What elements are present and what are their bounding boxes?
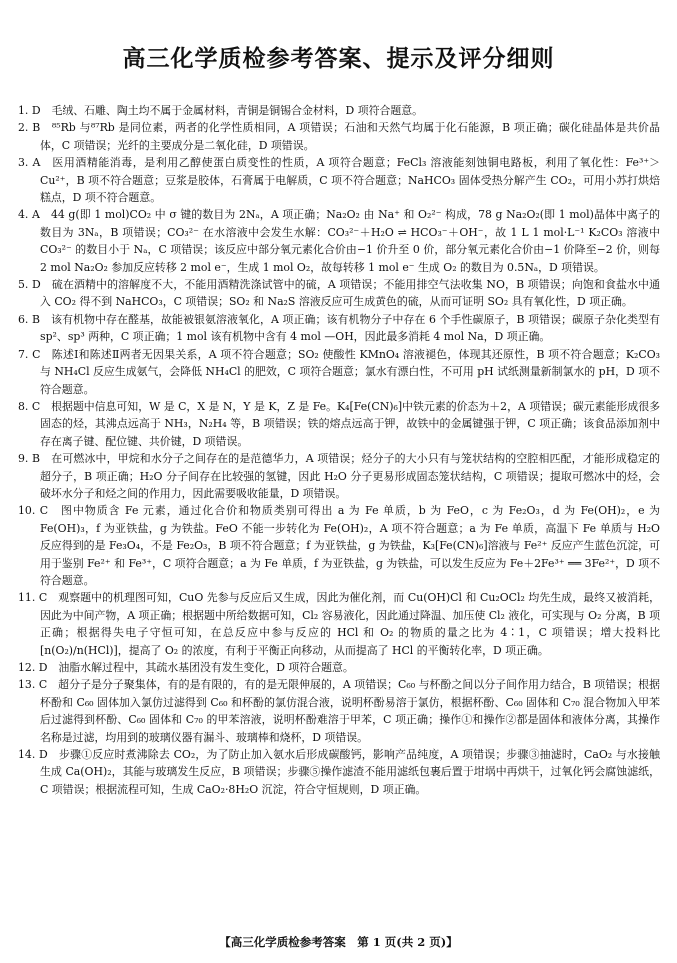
answer-item-10: 10. C 图中物质含 Fe 元素，通过化合价和物质类别可得出 a 为 Fe 单质，b 为 FeO，c 为 Fe₂O₃，d 为 Fe(OH)₂，e 为 Fe(OH)₃，f 为亚铁盐，g 为铁盐。FeO 不能一步转化为 Fe(OH)₂，A 项不符合题意；a 为 Fe 单质，高温下 Fe 单质与 H₂O 反应得到的是 Fe₃O₄，不是 Fe₂O₃，B 项不符合题意；f 为亚铁盐，g 为铁盐，K₃[Fe(CN)₆]溶液与 Fe²⁺ 反应产生蓝色沉淀，可用于鉴别 Fe²⁺ 和 Fe³⁺，C 项符合题意；a 为 Fe 单质，f 为亚铁盐，g 为铁盐，可以发生反应为 Fe＋2Fe³⁺ ══ 3Fe²⁺，D 项不符合题意。 bbox=[18, 504, 660, 587]
answer-item-3: 3. A 医用酒精能消毒，是利用乙醇使蛋白质变性的性质，A 项符合题意；FeCl₃ 溶液能刻蚀铜电路板，利用了氧化性：Fe³⁺＞Cu²⁺，B 项不符合题意；豆浆是胶体，石膏属于电解质，C 项不符合题意；NaHCO₃ 固体受热分解产生 CO₂，可用小苏打烘焙糕点，D 项不符合题意。 bbox=[18, 156, 660, 205]
answer-item-14: 14. D 步骤①反应时煮沸除去 CO₂，为了防止加入氨水后形成碳酸钙，影响产品纯度，A 项错误；步骤③抽滤时，CaO₂ 与水接触生成 Ca(OH)₂，其能与玻璃发生反应，B 项错误；步骤⑤操作滤渣不能用滤纸包裹后置于坩埚中再烘干，过氧化钙会腐蚀滤纸，C 项错误；根据流程可知，生成 CaO₂·8H₂O 沉淀，符合守恒规则，D 项正确。 bbox=[18, 748, 660, 796]
answer-item-12: 12. D 油脂水解过程中，其疏水基团没有发生变化，D 项符合题意。 bbox=[18, 661, 354, 674]
answer-item-5: 5. D 硫在酒精中的溶解度不大，不能用酒精洗涤试管中的硫，A 项错误；不能用排空气法收集 NO，B 项错误；向饱和食盐水中通入 CO₂ 得不到 NaHCO₃，C 项错误；SO₂ 和 Na₂S 溶液反应可生成黄色的硫，从而可证明 SO₂ 具有氧化性，D 项正确。 bbox=[18, 278, 660, 309]
answer-item-9: 9. B 在可燃冰中，甲烷和水分子之间存在的是范德华力，A 项错误；烃分子的大小只有与笼状结构的空腔相匹配，才能形成稳定的超分子，B 项正确；H₂O 分子间存在比较强的氢键，因此 H₂O 分子更易形成固态笼状结构，C 项错误；提取可燃冰中的烃，会破坏水分子和烃之间的作用力，因此需要吸收能量，D 项错误。 bbox=[18, 452, 660, 500]
answer-item-7: 7. C 陈述Ⅰ和陈述Ⅱ两者无因果关系，A 项不符合题意；SO₂ 使酸性 KMnO₄ 溶液褪色，体现其还原性，B 项不符合题意；K₂CO₃ 与 NH₄Cl 反应生成氨气，会降低 NH₄Cl 的肥效，C 项符合题意；氯水有漂白性，不可用 pH 试纸测量新制氯水的 pH，D 项不符合题意。 bbox=[18, 347, 660, 396]
page-footer: 【高三化学质检参考答案 第 1 页(共 2 页)】 bbox=[219, 935, 458, 949]
answer-item-4: 4. A 44 g(即 1 mol)CO₂ 中 σ 键的数目为 2Nₐ，A 项正确；Na₂O₂ 由 Na⁺ 和 O₂²⁻ 构成，78 g Na₂O₂(即 1 mol)晶体中离子的数目为 3Nₐ，B 项错误；CO₃²⁻ 在水溶液中会发生水解：CO₃²⁻＋H₂O ⇌ HCO₃⁻＋OH⁻，故 1 L 1 mol·L⁻¹ K₂CO₃ 溶液中 CO₃²⁻ 的数目小于 Nₐ，C 项错误；该反应中部分氧元素化合价由−1 价升至 0 价，部分氧元素化合价由−1 价降至−2 价，则每 2 mol Na₂O₂ 参加反应转移 2 mol e⁻，生成 1 mol O₂，故每转移 1 mol e⁻ 生成 O₂ 的数目为 0.5Nₐ，D 项错误。 bbox=[18, 208, 660, 274]
answer-item-11: 11. C 观察题中的机理图可知，CuO 先参与反应后又生成，因此为催化剂，而 Cu(OH)Cl 和 Cu₂OCl₂ 均先生成，最终又被消耗，因此为中间产物，A 项正确；根据题中所给数据可知，Cl₂ 容易液化，因此通过降温、加压使 Cl₂ 液化，可实现与 O₂ 分离，B 项正确；根据得失电子守恒可知，在总反应中参与反应的 HCl 和 O₂ 的物质的量之比为 4∶1，C 项错误；增大投料比 [n(O₂)/n(HCl)]，提高了 O₂ 的浓度，有利于平衡正向移动，从而提高了 HCl 的平衡转化率，D 项正确。 bbox=[18, 591, 660, 657]
answer-list bbox=[18, 102, 660, 798]
answer-item-1: 1. D 毛绒、石雕、陶土均不属于金属材料，青铜是铜锡合金材料，D 项符合题意。 bbox=[18, 104, 424, 117]
page-title: 高三化学质检参考答案、提示及评分细则 bbox=[122, 45, 555, 72]
answer-item-13: 13. C 超分子是分子聚集体，有的是有限的，有的是无限伸展的，A 项错误；C₆₀ 与杯酚之间以分子间作用力结合，B 项错误；根据杯酚和 C₆₀ 固体加入氯仿过滤得到 C₆₀ 和杯酚的氯仿混合液，说明杯酚易溶于氯仿，根据杯酚、C₆₀ 固体和 C₇₀ 混合物加入甲苯后过滤得到杯酚、C₆₀ 固体和 C₇₀ 的甲苯溶液，说明杯酚难溶于甲苯，C 项正确；操作①和操作②都是固体和液体分离，其操作名称是过滤，均用到的玻璃仪器有漏斗、玻璃棒和烧杯，D 项错误。 bbox=[18, 678, 660, 744]
answer-item-6: 6. B 该有机物中存在醛基，故能被银氨溶液氧化，A 项正确；该有机物分子中存在 6 个手性碳原子，B 项错误；碳原子杂化类型有 sp²、sp³ 两种，C 项正确；1 mol 该有机物中含有 4 mol —OH，因此最多消耗 4 mol Na，D 项正确。 bbox=[18, 312, 660, 344]
answer-item-2: 2. B ⁸⁵Rb 与⁸⁷Rb 是同位素，两者的化学性质相同，A 项错误；石油和天然气均属于化石能源，B 项正确；碳化硅晶体是共价晶体，C 项错误；光纤的主要成分是二氧化硅，D 项错误。 bbox=[18, 121, 660, 152]
answer-item-8: 8. C 根据题中信息可知，W 是 C，X 是 N，Y 是 K，Z 是 Fe。K₄[Fe(CN)₆]中铁元素的价态为＋2，A 项错误；碳元素能形成很多固态的烃，其沸点远高于 NH₃，N₂H₄ 等，B 项错误；铁的熔点远高于钾，故铁中的金属键强于钾，C 项正确；该食品添加剂中存在离子键、配位键、共价键，D 项错误。 bbox=[18, 399, 661, 448]
